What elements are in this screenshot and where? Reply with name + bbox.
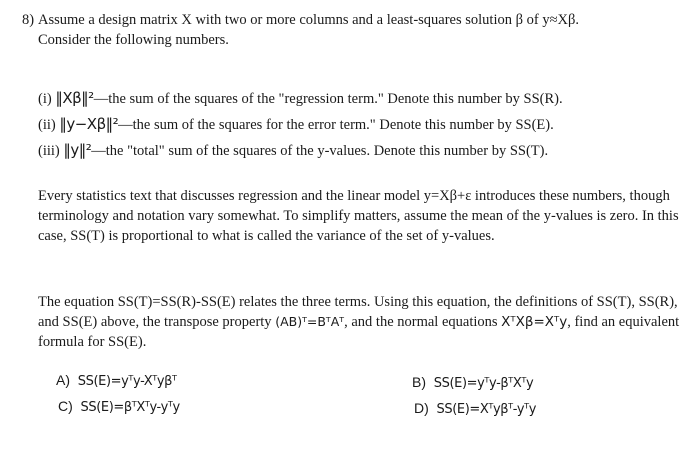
normal-equations: XᵀXβ=Xᵀy	[501, 314, 568, 330]
instruction-paragraph	[38, 292, 694, 352]
choice-formula: SS(E)=Xᵀyβᵀ-yᵀy	[436, 402, 537, 417]
definition-text: —the sum of the squares for the error term." Denote this number by SS(E).	[118, 117, 554, 133]
instruction-text-1: The equation SS(T)=SS(R)-SS(E) relates the three terms. Using this equation, the definitions of SS(T), SS(R), and SS(E) above, the transpose property	[38, 294, 678, 330]
choice-label: D)	[414, 400, 429, 416]
context-paragraph: Every statistics text that discusses regression and the linear model y=Xβ+ε introduces these numbers, though terminology and notation vary somewhat. To simplify matters, assume the mean of the y-values is zero. In this case, SS(T) is proportional to what is called the variance of the set of y-values.	[38, 188, 679, 244]
choice-b[interactable]	[412, 370, 533, 396]
question-line-2: Consider the following numbers.	[38, 32, 229, 48]
question-number: 8)	[22, 12, 35, 28]
choice-c[interactable]	[58, 394, 180, 420]
transpose-property: (AB)ᵀ=BᵀAᵀ	[275, 314, 345, 329]
choice-label: A)	[56, 372, 70, 388]
definition-label: (ii)	[38, 117, 56, 133]
choice-formula: SS(E)=yᵀy-Xᵀyβᵀ	[77, 374, 177, 389]
definition-list	[38, 86, 692, 164]
definition-text: —the "total" sum of the squares of the y-values. Denote this number by SS(T).	[91, 143, 549, 159]
definition-label: (iii)	[38, 143, 60, 159]
definition-item-iii	[38, 138, 692, 164]
question-line-1: Assume a design matrix X with two or more columns and a least-squares solution β of y≈Xβ.	[38, 12, 579, 28]
definition-math: ‖y−Xβ‖²	[59, 115, 119, 133]
choice-label: C)	[58, 398, 73, 414]
choice-label: B)	[412, 374, 426, 390]
choice-formula: SS(E)=yᵀy-βᵀXᵀy	[433, 376, 534, 391]
instruction-text-2: , and the normal equations	[344, 314, 498, 330]
definition-math: ‖y‖²	[63, 141, 92, 159]
definition-math: ‖Xβ‖²	[55, 89, 94, 107]
definition-item-i	[38, 86, 692, 112]
question-prompt	[22, 10, 692, 50]
choice-d[interactable]	[414, 396, 536, 422]
definition-label: (i)	[38, 91, 52, 107]
choice-formula: SS(E)=βᵀXᵀy-yᵀy	[80, 400, 180, 415]
choice-a[interactable]	[56, 368, 177, 394]
definition-text: —the sum of the squares of the "regression term." Denote this number by SS(R).	[93, 91, 563, 107]
definition-item-ii	[38, 112, 692, 138]
instruction-text-3: , find an equivalent formula for SS(E).	[38, 314, 680, 350]
